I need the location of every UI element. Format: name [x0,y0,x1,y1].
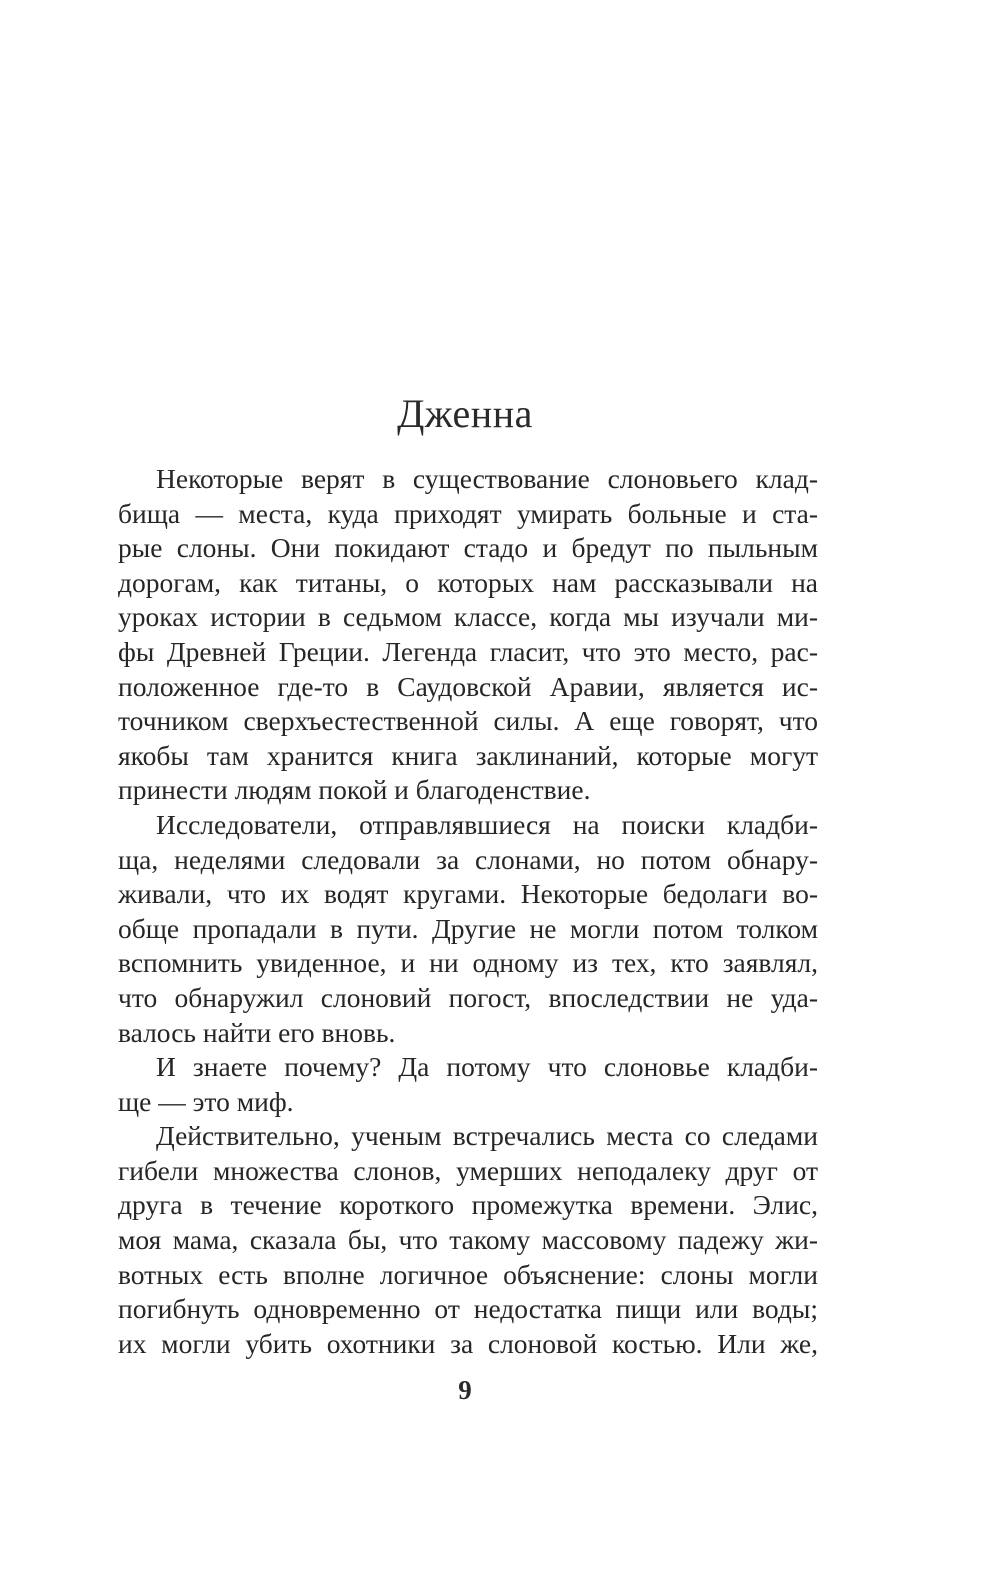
text-line: друга в течение короткого промежутка времени. Элис, [118,1189,818,1221]
text-line: их могли убить охотники за слоновой костью. Или же, [118,1327,818,1359]
text-line: вотных есть вполне логичное объяснение: слоны могли [118,1258,818,1290]
text-line: дорогам, как титаны, о которых нам рассказывали на [118,566,818,598]
text-line: рые слоны. Они покидают стадо и бредут по пыльным [118,532,818,564]
text-line: моя мама, сказала бы, что такому массовому падежу жи- [118,1224,818,1256]
text-line: живали, что их водят кругами. Некоторые бедолаги во- [118,878,818,910]
text-line: якобы там хранится книга заклинаний, которые могут [118,739,818,771]
text-line: обще пропадали в пути. Другие не могли потом толком [118,912,818,944]
text-line: уроках истории в седьмом классе, когда мы изучали ми- [118,601,818,633]
chapter-title: Дженна [397,391,533,436]
paragraph [118,462,818,808]
text-line: бища — места, куда приходят умирать больные и ста- [118,497,818,529]
text-line: что обнаружил слоновий погост, впоследствии не уда- [118,981,818,1013]
text-line: валось найти его вновь. [118,1016,396,1048]
text-line: И знаете почему? Да потому что слоновье кладби- [156,1051,818,1083]
paragraph [118,1050,818,1119]
text-line: фы Древней Греции. Легенда гласит, что это место, рас- [118,635,818,667]
body-text [118,462,818,1361]
text-line: гибели множества слонов, умерших неподалеку друг от [118,1154,818,1186]
paragraph [118,1119,818,1361]
text-line: Действительно, ученым встречались места со следами [156,1120,818,1152]
text-line: Исследователи, отправлявшиеся на поиски кладби- [156,808,818,840]
paragraph [118,808,818,1050]
text-line: положенное где-то в Саудовской Аравии, является ис- [118,670,818,702]
text-line: вспомнить увиденное, и ни одному из тех, кто заявлял, [118,947,818,979]
text-line: погибнуть одновременно от недостатка пищи или воды; [118,1293,818,1325]
page-number: 9 [458,1375,472,1405]
text-line: ще — это миф. [118,1085,294,1117]
text-line: Некоторые верят в существование слоновьего клад- [156,463,818,494]
text-line: принести людям покой и благоденствие. [118,774,591,806]
text-line: точником сверхъестественной силы. А еще говорят, что [118,705,818,737]
text-line: ща, неделями следовали за слонами, но потом обнару- [118,843,818,875]
